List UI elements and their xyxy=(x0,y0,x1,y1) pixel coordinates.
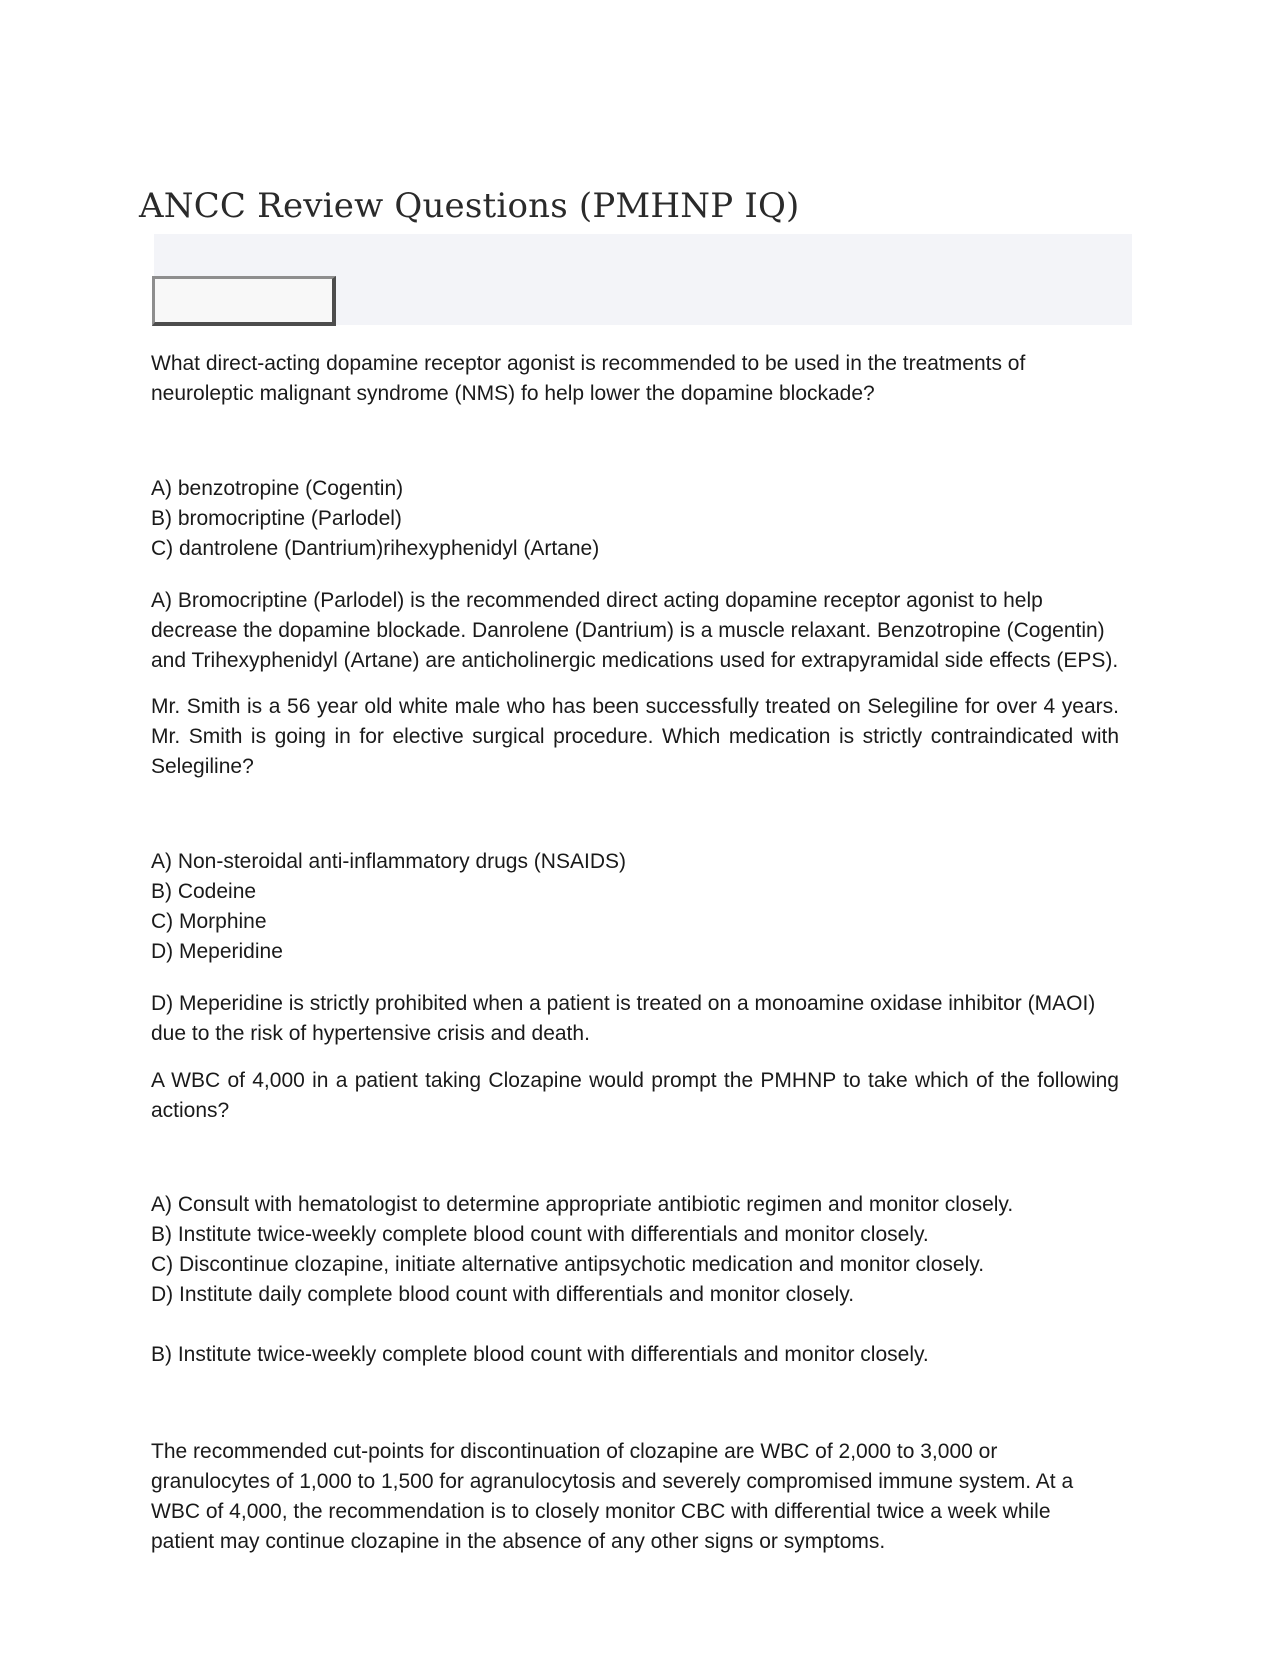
q1-answer: A) Bromocriptine (Parlodel) is the recommended direct acting dopamine receptor agonist to help decrease the dopamine blockade. Danrolene (Dantrium) is a muscle relaxant. Benzotropine (Cogentin) and Trihexyphenidyl (Artane) are anticholinergic medications used for extrapyramidal side effects (EPS). xyxy=(151,589,1119,672)
q3-answer: B) Institute twice-weekly complete blood count with differentials and monitor closely. xyxy=(151,1343,929,1366)
q1-option-a: A) benzotropine (Cogentin) xyxy=(151,477,404,500)
q2-answer: D) Meperidine is strictly prohibited when a patient is treated on a monoamine oxidase inhibitor (MAOI) due to the risk of hypertensive crisis and death. xyxy=(151,992,1096,1045)
q3-options xyxy=(151,1190,1119,1310)
q2-option-d: D) Meperidine xyxy=(151,940,283,963)
q2-option-a: A) Non-steroidal anti-inflammatory drugs (NSAIDS) xyxy=(151,850,626,873)
q1-options xyxy=(151,474,1119,564)
q1-option-b: B) bromocriptine (Parlodel) xyxy=(151,507,402,530)
q3-option-b: B) Institute twice-weekly complete blood count with differentials and monitor closely. xyxy=(151,1223,929,1246)
document-title: ANCC Review Questions (PMHNP IQ) xyxy=(139,186,800,226)
q1-option-c: C) dantrolene (Dantrium)rihexyphenidyl (Artane) xyxy=(151,537,600,560)
q3-option-a: A) Consult with hematologist to determine appropriate antibiotic regimen and monitor closely. xyxy=(151,1193,1014,1216)
q3-rationale: The recommended cut-points for discontinuation of clozapine are WBC of 2,000 to 3,000 or granulocytes of 1,000 to 1,500 for agranulocytosis and severely compromised immune system. At a WBC of 4,000, the recommendation is to closely monitor CBC with differential twice a week while patient may continue clozapine in the absence of any other signs or symptoms. xyxy=(151,1440,1074,1553)
q2-options xyxy=(151,847,1119,967)
q3-option-d: D) Institute daily complete blood count with differentials and monitor closely. xyxy=(151,1283,855,1306)
q2-option-b: B) Codeine xyxy=(151,880,257,903)
q2-question: Mr. Smith is a 56 year old white male who has been successfully treated on Selegiline for over 4 years. Mr. Smith is going in for elective surgical procedure. Which medication is strictly contraindicated with Selegiline? xyxy=(151,695,1119,778)
q2-option-c: C) Morphine xyxy=(151,910,267,933)
q3-option-c: C) Discontinue clozapine, initiate alternative antipsychotic medication and monitor closely. xyxy=(151,1253,985,1276)
q1-question: What direct-acting dopamine receptor agonist is recommended to be used in the treatments of neuroleptic malignant syndrome (NMS) fo help lower the dopamine blockade? xyxy=(151,352,1026,405)
blank-answer-box[interactable] xyxy=(152,276,336,326)
q3-question: A WBC of 4,000 in a patient taking Clozapine would prompt the PMHNP to take which of the following actions? xyxy=(151,1069,1119,1122)
